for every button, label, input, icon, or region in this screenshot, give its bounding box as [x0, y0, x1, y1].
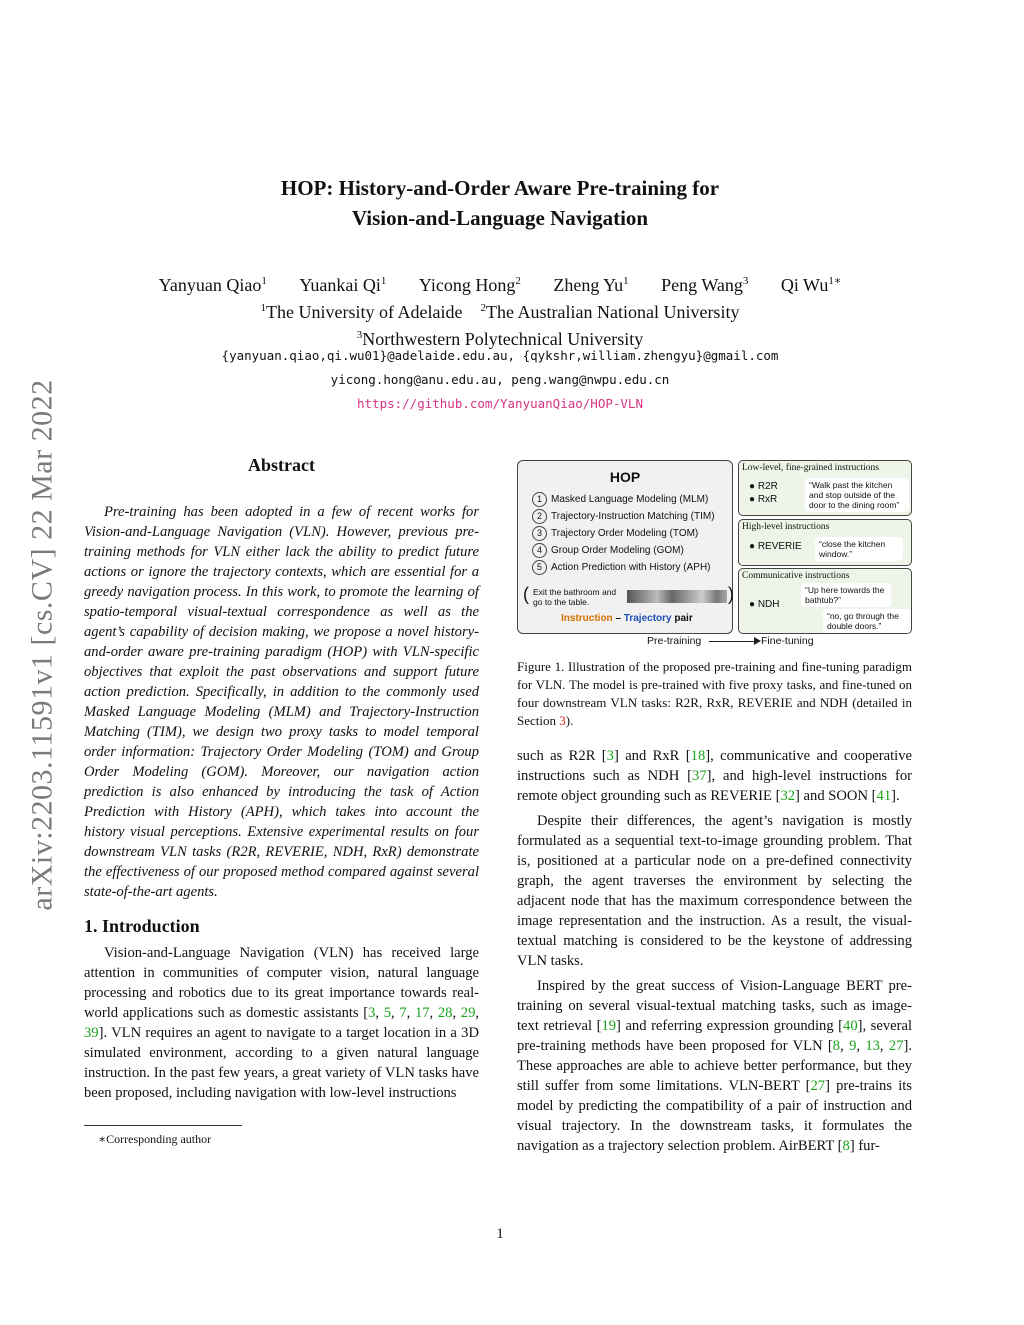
task-name: NDH [757, 599, 780, 610]
pair-label-instruction: Instruction [561, 613, 613, 624]
page-number: 1 [496, 1226, 504, 1242]
author-sup: 1 [623, 275, 629, 287]
instruction-quote: “close the kitchen window.” [815, 537, 903, 561]
citation-link[interactable]: 39 [84, 1025, 99, 1041]
author-name: Qi Wu [780, 275, 829, 295]
affiliation-line-1 [0, 297, 1000, 324]
low-level-box [738, 460, 912, 516]
text-span: ]. VLN requires an agent to navigate to a target location in a 3D simulated environment, according to a given natural language instruction. In the past few years, a great variety of VLN tasks have been proposed, including navigation with low-level instructions [84, 1025, 479, 1101]
author-names [0, 270, 1000, 297]
hop-panel [517, 460, 733, 634]
email-block [0, 344, 1000, 416]
citation-link[interactable]: 40 [843, 1018, 858, 1034]
task-number: 4 [532, 543, 547, 558]
paren-close: ) [728, 584, 734, 604]
author-sup: 2 [515, 275, 521, 287]
proxy-task [532, 525, 732, 542]
task-number: 3 [532, 526, 547, 541]
bullet-item: ● REVERIE [749, 541, 802, 552]
paper-title [0, 173, 1000, 233]
task-label: Masked Language Modeling (MLM) [551, 494, 709, 505]
pair-label-trajectory: Trajectory [623, 613, 672, 624]
citation-link[interactable]: 41 [876, 788, 892, 804]
pretraining-label: Pre-training [647, 635, 702, 647]
finetuning-label: Fine-tuning [761, 635, 814, 647]
author [661, 275, 748, 295]
proxy-task [532, 491, 732, 508]
text-span: Figure 1. Illustration of the proposed pre-training and fine-tuning paradigm for VLN. The model is pre-trained with five proxy tasks, and fine-tuned on four downstream VLN tasks: R2R, RxR, REVERIE and NDH (detailed in Section [517, 659, 912, 728]
trajectory-image-strip [627, 590, 727, 603]
task-number: 2 [532, 509, 547, 524]
box-heading: Low-level, fine-grained instructions [742, 463, 879, 473]
citation-link[interactable]: 13 [865, 1038, 880, 1054]
intro-heading: 1. Introduction [84, 916, 200, 936]
author-name: Yuankai Qi [299, 275, 381, 295]
text-span: ] and RxR [ [613, 748, 691, 764]
citation-link[interactable]: 8 [832, 1038, 841, 1054]
citation-link[interactable]: 28 [437, 1005, 453, 1021]
affiliation-sup: 1 [260, 302, 267, 314]
citation-link[interactable]: 7 [399, 1005, 407, 1021]
pair-label [561, 613, 693, 624]
footnote-rule [84, 1125, 242, 1126]
task-label: Trajectory Order Modeling (TOM) [551, 528, 699, 539]
affiliation: Northwestern Polytechnical University [362, 329, 644, 349]
author [299, 275, 386, 295]
dialog-quote: “no, go through the double doors.” [823, 609, 911, 633]
text-span: ], several pre-training methods have been proposed for VLN [ [517, 1018, 913, 1054]
hop-title: HOP [609, 469, 641, 485]
bullet-item: ● NDH [749, 599, 780, 610]
proxy-task [532, 542, 732, 559]
task-label: Trajectory-Instruction Matching (TIM) [551, 511, 715, 522]
proxy-task-list [518, 491, 732, 576]
author-name: Zheng Yu [553, 275, 624, 295]
affiliation: The University of Adelaide [266, 302, 463, 322]
affiliation-sup: 3 [356, 329, 363, 341]
intro-paragraph: Vision-and-Language Navigation (VLN) has received large attention in communities of computer vision, natural language processing and robotics due to its great importance towards real-world applications such as domestic assistants [3, 5, 7, 17, 28, 29, 39]. VLN requires an agent to navigate to a target location in a 3D simulated environment, according to a given natural language instruction. In the past few years, a great variety of VLN tasks have been proposed, including navigation with low-level instructions [84, 945, 480, 1101]
author [553, 275, 628, 295]
section-link[interactable]: 3 [559, 713, 566, 728]
task-name: R2R [757, 481, 778, 492]
pair-label-pair: pair [671, 613, 693, 624]
citation-link[interactable]: 29 [460, 1005, 476, 1021]
task-label: Action Prediction with History (APH) [551, 562, 711, 573]
text-span: Vision-and-Language Navigation (VLN) has received large attention in communities of computer vision, natural language processing and robotics due to its great importance towards real-world applications such as domestic assistants [ [84, 945, 479, 1021]
pair-instruction: Exit the bathroom and go to the table. [533, 587, 617, 607]
text-span: ], and high-level instructions for remote object grounding such as REVERIE [ [517, 768, 912, 804]
paragraph [517, 746, 912, 806]
arxiv-watermark [18, 345, 68, 945]
figure-caption [517, 658, 912, 730]
citation-link[interactable]: 27 [810, 1078, 826, 1094]
citation-link[interactable]: 9 [849, 1038, 857, 1054]
paragraph: Inspired by the great success of Vision-Language BERT pre-training on several visual-textual matching tasks, such as image-text retrieval [19] and referring expression grounding [40], several pre-training methods have been proposed for VLN [8, 9, 13, 27]. These approaches are able to achieve better performance, but they still suffer from some limitations. VLN-BERT [27] pre-trains its model by predicting the compatibility of a pair of instruction and visual trajectory. In the downstream tasks, it formulates the navigation as a trajectory selection problem. AirBERT [8] fur- [517, 978, 913, 1154]
proxy-task [532, 559, 732, 576]
text-span: ]. [891, 788, 900, 804]
text-span: ). [565, 713, 574, 728]
citation-link[interactable]: 17 [414, 1005, 430, 1021]
left-column [84, 455, 479, 1147]
arrow-icon [709, 641, 759, 642]
abstract-heading: Abstract [248, 455, 315, 475]
citation-link[interactable]: 3 [368, 1005, 376, 1021]
author-sup: 3 [742, 275, 749, 287]
pair-label-dash: – [612, 613, 624, 624]
text-span: ] fur- [849, 1138, 880, 1154]
affiliation-sup: 2 [480, 302, 486, 314]
text-span: ] pre-trains its model by predicting the compatibility of a pair of instruction and visual trajectory. In the downstream tasks, it formulates the navigation as a trajectory selection problem. AirBERT [ [517, 1078, 912, 1154]
figure-1 [517, 455, 912, 650]
author-sup: 1 [380, 275, 387, 287]
task-name: REVERIE [757, 541, 802, 552]
citation-link[interactable]: 27 [888, 1038, 904, 1054]
citation-link[interactable]: 32 [780, 788, 796, 804]
citation-link[interactable]: 3 [606, 748, 614, 764]
email-line-1: {yanyuan.qiao,qi.wu01}@adelaide.edu.au, {qykshr,william.zhengyu}@gmail.com [221, 348, 779, 363]
text-span: ]. These approaches are able to achieve better performance, but they still suffer from some limitations. VLN-BERT [ [517, 1038, 912, 1094]
text-span: Inspired by the great success of Vision-Language BERT pre-training on several visual-textual matching tasks, such as image-text retrieval [ [517, 978, 912, 1034]
affiliation: The Australian National University [486, 302, 740, 322]
title-line-2: Vision-and-Language Navigation [351, 206, 649, 230]
task-name: RxR [757, 494, 778, 505]
author-name: Yicong Hong [418, 275, 516, 295]
text-span: ] and referring expression grounding [ [616, 1018, 844, 1034]
author [159, 275, 267, 295]
arxiv-id: arXiv:2203.11591v1 [cs.CV] 22 Mar 2022 [26, 379, 59, 911]
communicative-box [738, 568, 912, 634]
box-heading: High-level instructions [742, 522, 830, 532]
author [781, 275, 841, 295]
bullet-item: ● R2R [749, 481, 778, 492]
bullet-item: ● RxR [749, 494, 778, 505]
instruction-quote: “Walk past the kitchen and stop outside of the door to the dining room” [805, 478, 909, 512]
citation-link[interactable]: 8 [842, 1138, 850, 1154]
citation-link[interactable]: 37 [692, 768, 707, 784]
author-block [0, 270, 1000, 351]
proxy-task [532, 508, 732, 525]
title-line-1: HOP: History-and-Order Aware Pre-training for [280, 176, 720, 200]
email-line-2: yicong.hong@anu.edu.au, peng.wang@nwpu.edu.cn [330, 372, 670, 387]
abstract-text: Pre-training has been adopted in a few of recent works for Vision-and-Language Navigation (VLN). However, previous pre-training methods for VLN either lack the ability to predict future actions or ignore the trajectory contexts, which are essential for a greedy navigation process. In this work, to promote the learning of spatio-temporal visual-textual correspondence as well as the agent’s capability of decision making, we propose a novel history-and-order aware pre-training paradigm (HOP) with VLN-specific objectives that exploit the past observations and support future action prediction. Specifically, in addition to the commonly used Masked Language Modeling (MLM) and Trajectory-Instruction Matching (TIM), we design two proxy tasks to model temporal order information: Trajectory Order Modeling (TOM) and Group Order Modeling (GOM). Moreover, our navigation action prediction is also enhanced by introducing the task of Action Prediction with History (APH), which takes into account the history visual perceptions. Extensive experimental results on four downstream VLN tasks (R2R, REVERIE, NDH, RxR) demonstrate the effectiveness of our proposed method compared against several state-of-the-art agents. [84, 504, 479, 900]
task-number: 5 [532, 560, 547, 575]
high-level-box [738, 519, 912, 566]
box-heading: Communicative instructions [742, 571, 850, 581]
author-sup: 1 [261, 275, 267, 287]
task-number: 1 [532, 492, 547, 507]
citation-link[interactable]: 19 [601, 1018, 617, 1034]
author [419, 275, 521, 295]
citation-link[interactable]: 5 [383, 1005, 392, 1021]
task-label: Group Order Modeling (GOM) [551, 545, 684, 556]
author-name: Peng Wang [661, 275, 743, 295]
text-span: ] and SOON [ [795, 788, 877, 804]
github-link[interactable]: https://github.com/YanyuanQiao/HOP-VLN [357, 396, 643, 411]
citation-link[interactable]: 18 [690, 748, 706, 764]
text-span: ], communicative and cooperative instructions such as NDH [ [517, 748, 912, 784]
text-span: such as R2R [ [517, 748, 607, 764]
right-column [517, 455, 912, 1161]
author-name: Yanyuan Qiao [158, 275, 262, 295]
footnote: ∗Corresponding author [98, 1132, 212, 1146]
paren-open: ( [523, 584, 529, 604]
author-sup: 1∗ [828, 275, 842, 287]
paragraph: Despite their differences, the agent’s navigation is mostly formulated as a sequential text-to-image grounding problem. That is, positioned at a particular node on a pre-defined connectivity graph, the agent traverses the environment by selecting the adjacent node that has the maximum correspondence between the image representation and the instruction. As a result, the visual-textual matching is considered to be the keystone of addressing VLN tasks. [517, 813, 912, 969]
dialog-quote: “Up here towards the bathtub?” [801, 583, 891, 607]
